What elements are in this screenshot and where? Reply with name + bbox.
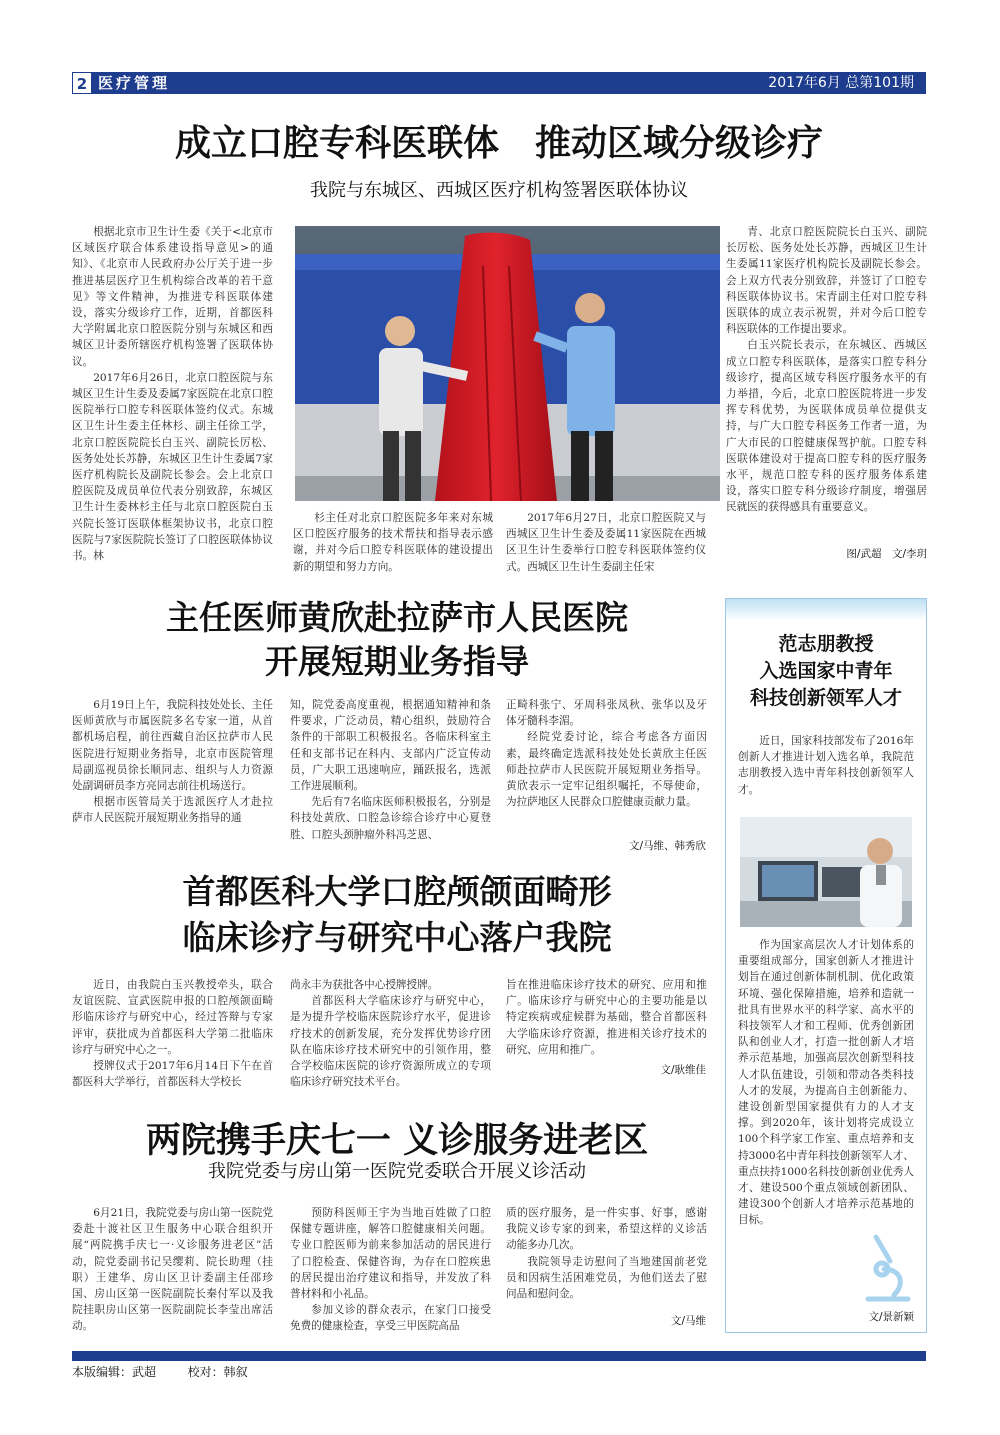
article4-subtitle: 我院党委与房山第一医院党委联合开展义诊活动 (208, 1161, 586, 1182)
footer-bar (72, 1351, 926, 1361)
portrait-image (740, 817, 912, 927)
article4-col3 (506, 1205, 707, 1305)
article1-col1-p2: 2017年6月26日，北京口腔医院与东城区卫生计生委及委属7家医院在北京口腔医院举行口腔专科医联体签约仪式。东城区卫生计生委主任林杉、副主任徐工学，北京口腔医院院长白玉兴、副院长厉松、医务处处长苏静，东城区卫生计生委属7家医疗机构院长及副院长参会。会上北京口腔医院及成员单位代表分别致辞，东城区卫生计生委林杉主任与北京口腔医院白玉兴院长签订医联体框架协议书，北京口腔医院与7家医院院长签订了口腔医联体协议书。林 (72, 371, 273, 563)
article4-col1 (72, 1205, 273, 1343)
article3-col2-p1: 尚永丰为获批各中心授牌授牌。 (290, 979, 439, 991)
article2-title-line2: 开展短期业务指导 (265, 642, 529, 681)
article3-byline: 文/耿维佳 (660, 1064, 706, 1076)
sidebar-title-line1: 范志朋教授 (778, 633, 874, 655)
sidebar-para1-text: 近日，国家科技部发布了2016年创新人才推进计划入选名单，我院范志朋教授入选中青年科技创新领军人才。 (738, 735, 914, 796)
article3-col3 (506, 977, 707, 1061)
article1-subtitle: 我院与东城区、西城区医疗机构签署医联体协议 (310, 180, 688, 201)
article4-col1-p1: 6月21日，我院党委与房山第一医院党委赴十渡社区卫生服务中心联合组织开展“两院携手庆七一·义诊服务进老区”活动，院党委副书记吴缨莉、院长助理（挂职）王建华、房山区卫计委副主任邵珍国、房山区第一医院副院长秦付军以及我院挂职房山区第一医院副院长李莹出席活动。 (72, 1207, 273, 1333)
sidebar-title-line2: 入选国家中青年 (759, 660, 893, 682)
header-bar (72, 72, 926, 94)
article3-title-line2: 临床诊疗与研究中心落户我院 (182, 918, 612, 957)
article1-col4 (726, 224, 927, 544)
article1-col3-p1: 2017年6月27日，北京口腔医院又与西城区卫生计生委及委属11家医院在西城区卫生计生委举行口腔专科医联体签约仪式。西城区卫生计生委副主任宋 (506, 512, 706, 573)
article3-col1-p1: 近日，由我院白玉兴教授牵头，联合友谊医院、宣武医院申报的口腔颅颌面畸形临床诊疗与研究中心，经过答辩与专家评审，获批成为首都医科大学第二批临床诊疗与研究中心之一。 (72, 979, 273, 1056)
article3-title-line1: 首都医科大学口腔颅颌面畸形 (182, 872, 612, 911)
footer-credits (72, 1363, 248, 1380)
article4-col2 (290, 1205, 491, 1343)
sidebar-top-gradient (726, 599, 926, 621)
sidebar-byline: 文/景新颖 (868, 1311, 914, 1323)
article3-col2 (290, 977, 491, 1095)
article2-col3 (506, 697, 707, 837)
article2-col2 (290, 697, 491, 859)
page-number: 2 (72, 72, 92, 94)
article2-col1 (72, 697, 273, 859)
article2-col1-p2: 根据市医管局关于选派医疗人才赴拉萨市人民医院开展短期业务指导的通 (72, 796, 273, 825)
section-name: 医疗管理 (98, 74, 171, 92)
article3-col3-p1: 旨在推进临床诊疗技术的研究、应用和推广。临床诊疗与研究中心的主要功能是以特定疾病或症候群为基础，整合首都医科大学临床诊疗资源，推进相关诊疗技术的研究、应用和推广。 (506, 979, 707, 1056)
article1-col3 (506, 510, 706, 576)
microscope-graphic (854, 1229, 918, 1307)
article1-title: 成立口腔专科医联体 推动区域分级诊疗 (174, 122, 823, 164)
article2-title-line1: 主任医师黄欣赴拉萨市人民医院 (166, 598, 628, 637)
article4-col2-p1: 预防科医师王宇为当地百姓做了口腔保健专题讲座，解答口腔健康相关问题。专业口腔医师为前来参加活动的居民进行了口腔检查、保健咨询，为存在口腔疾患的居民提出治疗建议和指导，并发放了科普材料和小礼品。 (290, 1207, 491, 1301)
article4-col3-p1: 质的医疗服务，是一件实事、好事，感谢我院义诊专家的到来，希望这样的义诊活动能多办几次。 (506, 1207, 707, 1252)
article4-col2-p2: 参加义诊的群众表示，在家门口接受免费的健康检查，享受三甲医院高品 (290, 1304, 491, 1333)
article2-byline: 文/马维、韩秀欣 (628, 840, 706, 852)
article2-col2-p2: 先后有7名临床医师积极报名，分别是科技处黄欣、口腔急诊综合诊疗中心夏登胜、口腔头颈肿瘤外科冯芝恩、 (290, 796, 491, 841)
article4-title: 两院携手庆七一 义诊服务进老区 (145, 1120, 649, 1161)
article4-byline: 文/马维 (670, 1315, 706, 1327)
article1-col1-p1: 根据北京市卫生计生委《关于<北京市区域医疗联合体系建设指导意见>的通知》、《北京市人民政府办公厅关于进一步推进基层医疗卫生机构综合改革的若干意见》等文件精神，为推进专科医联体建设，落实分级诊疗工作，近期，首都医科大学附属北京口腔医院分别与东城区和西城区卫计委所辖医疗机构签署了医联体协议。 (72, 226, 273, 368)
sidebar-box (725, 598, 927, 1333)
article1-byline: 图/武超 文/李玥 (846, 548, 927, 560)
footer-proofreader: 校对：韩叙 (187, 1365, 248, 1379)
sidebar-para2-text: 作为国家高层次人才计划体系的重要组成部分，国家创新人才推进计划旨在通过创新体制机制、优化政策环境、强化保障措施，培养和造就一批具有世界水平的科学家、高水平的科技领军人才和工程师、优秀创新团队和创业人才，打造一批创新人才培养示范基地，加强高层次创新型科技人才队伍建设，引领和带动各类科技人才的发展，为提高自主创新能力、建设创新型国家提供有力的人才支撑。到2020年，该计划将完成设立100个科学家工作室、重点培养和支持3000名中青年科技创新领军人才、重点扶持1000名科技创新创业优秀人才、建设500个重点领域创新团队、建设300个创新人才培养示范基地的目标。 (738, 939, 914, 1227)
sidebar-para1 (738, 733, 914, 811)
article1-col2 (293, 510, 493, 576)
article1-col1 (72, 224, 273, 576)
issue-info: 2017年6月 总第101期 (768, 75, 914, 91)
article3-col1-p2: 授牌仪式于2017年6月14日下午在首都医科大学举行，首都医科大学校长 (72, 1060, 273, 1089)
portrait-photo (740, 817, 912, 927)
article1-col2-p1: 杉主任对北京口腔医院多年来对东城区口腔医疗服务的技术帮扶和指导表示感谢，并对今后口腔专科医联体的建设提出新的期望和努力方向。 (293, 512, 493, 573)
sidebar-title (726, 631, 926, 712)
article1-col4-p1: 青、北京口腔医院院长白玉兴、副院长厉松、医务处处长苏静，西城区卫生计生委属11家医疗机构院长及副院长参会。会上双方代表分别致辞，并签订了口腔专科医联体协议书。宋青副主任对口腔专科医联体的成立表示祝贺，并对今后口腔专科医联体的工作提出要求。 (726, 226, 927, 336)
footer-editor: 本版编辑：武超 (72, 1365, 157, 1379)
article3-col2-p2: 首都医科大学临床诊疗与研究中心，是为提升学校临床医院诊疗水平，促进诊疗技术的创新发展，充分发挥优势诊疗团队在临床诊疗技术研究中的引领作用，整合学校临床医院的诊疗资源所成立的专项临床诊疗研究技术平台。 (290, 995, 491, 1089)
article3-col1 (72, 977, 273, 1095)
article2-col3-p1: 正畸科张宁、牙周科张凤秋、张华以及牙体牙髓科李湄。 (506, 699, 707, 728)
signing-ceremony-photo (295, 226, 720, 501)
article4-col3-p2: 我院领导走访慰问了当地建国前老党员和因病生活困难党员，为他们送去了慰问品和慰问金。 (506, 1255, 707, 1301)
article2-col1-p1: 6月19日上午，我院科技处处长、主任医师黄欣与市属医院多名专家一道，从首都机场启程，前往西藏自治区拉萨市人民医院进行短期业务指导，北京市医院管理局副巡视员徐长顺同志、组织与人力资源处副调研员李方亮同志前往机场送行。 (72, 699, 273, 793)
article1-col4-p2: 白玉兴院长表示，在东城区、西城区成立口腔专科医联体，是落实口腔专科分级诊疗，提高区域专科医疗服务水平的有力举措，今后，北京口腔医院将进一步发挥专科优势，为医联体成员单位提供支持，与广大口腔专科医务工作者一道，为广大市民的口腔健康保驾护航。口腔专科医联体建设对于提高口腔专科的医疗服务水平，规范口腔专科的医疗服务体系建设，落实口腔专科分级诊疗制度，增强居民就医的获得感具有重要意义。 (726, 339, 927, 514)
article2-col3-p2: 经院党委讨论，综合考虑各方面因素，最终确定选派科技处处长黄欣主任医师赴拉萨市人民医院开展短期业务指导。黄欣表示一定牢记组织嘱托，不辱使命，为拉萨地区人民群众口腔健康贡献力量。 (506, 731, 707, 809)
microscope-icon (854, 1229, 918, 1307)
sidebar-title-line3: 科技创新领军人才 (749, 687, 902, 709)
article2-col2-p1: 知，院党委高度重视，根据通知精神和条件要求，广泛动员，精心组织，鼓励符合条件的干部职工积极报名。各临床科室主任和支部书记在科内、支部内广泛宣传动员，广大职工迅速响应，踊跃报名，选派工作进展顺利。 (290, 699, 491, 793)
signing-ceremony-image (295, 226, 720, 501)
